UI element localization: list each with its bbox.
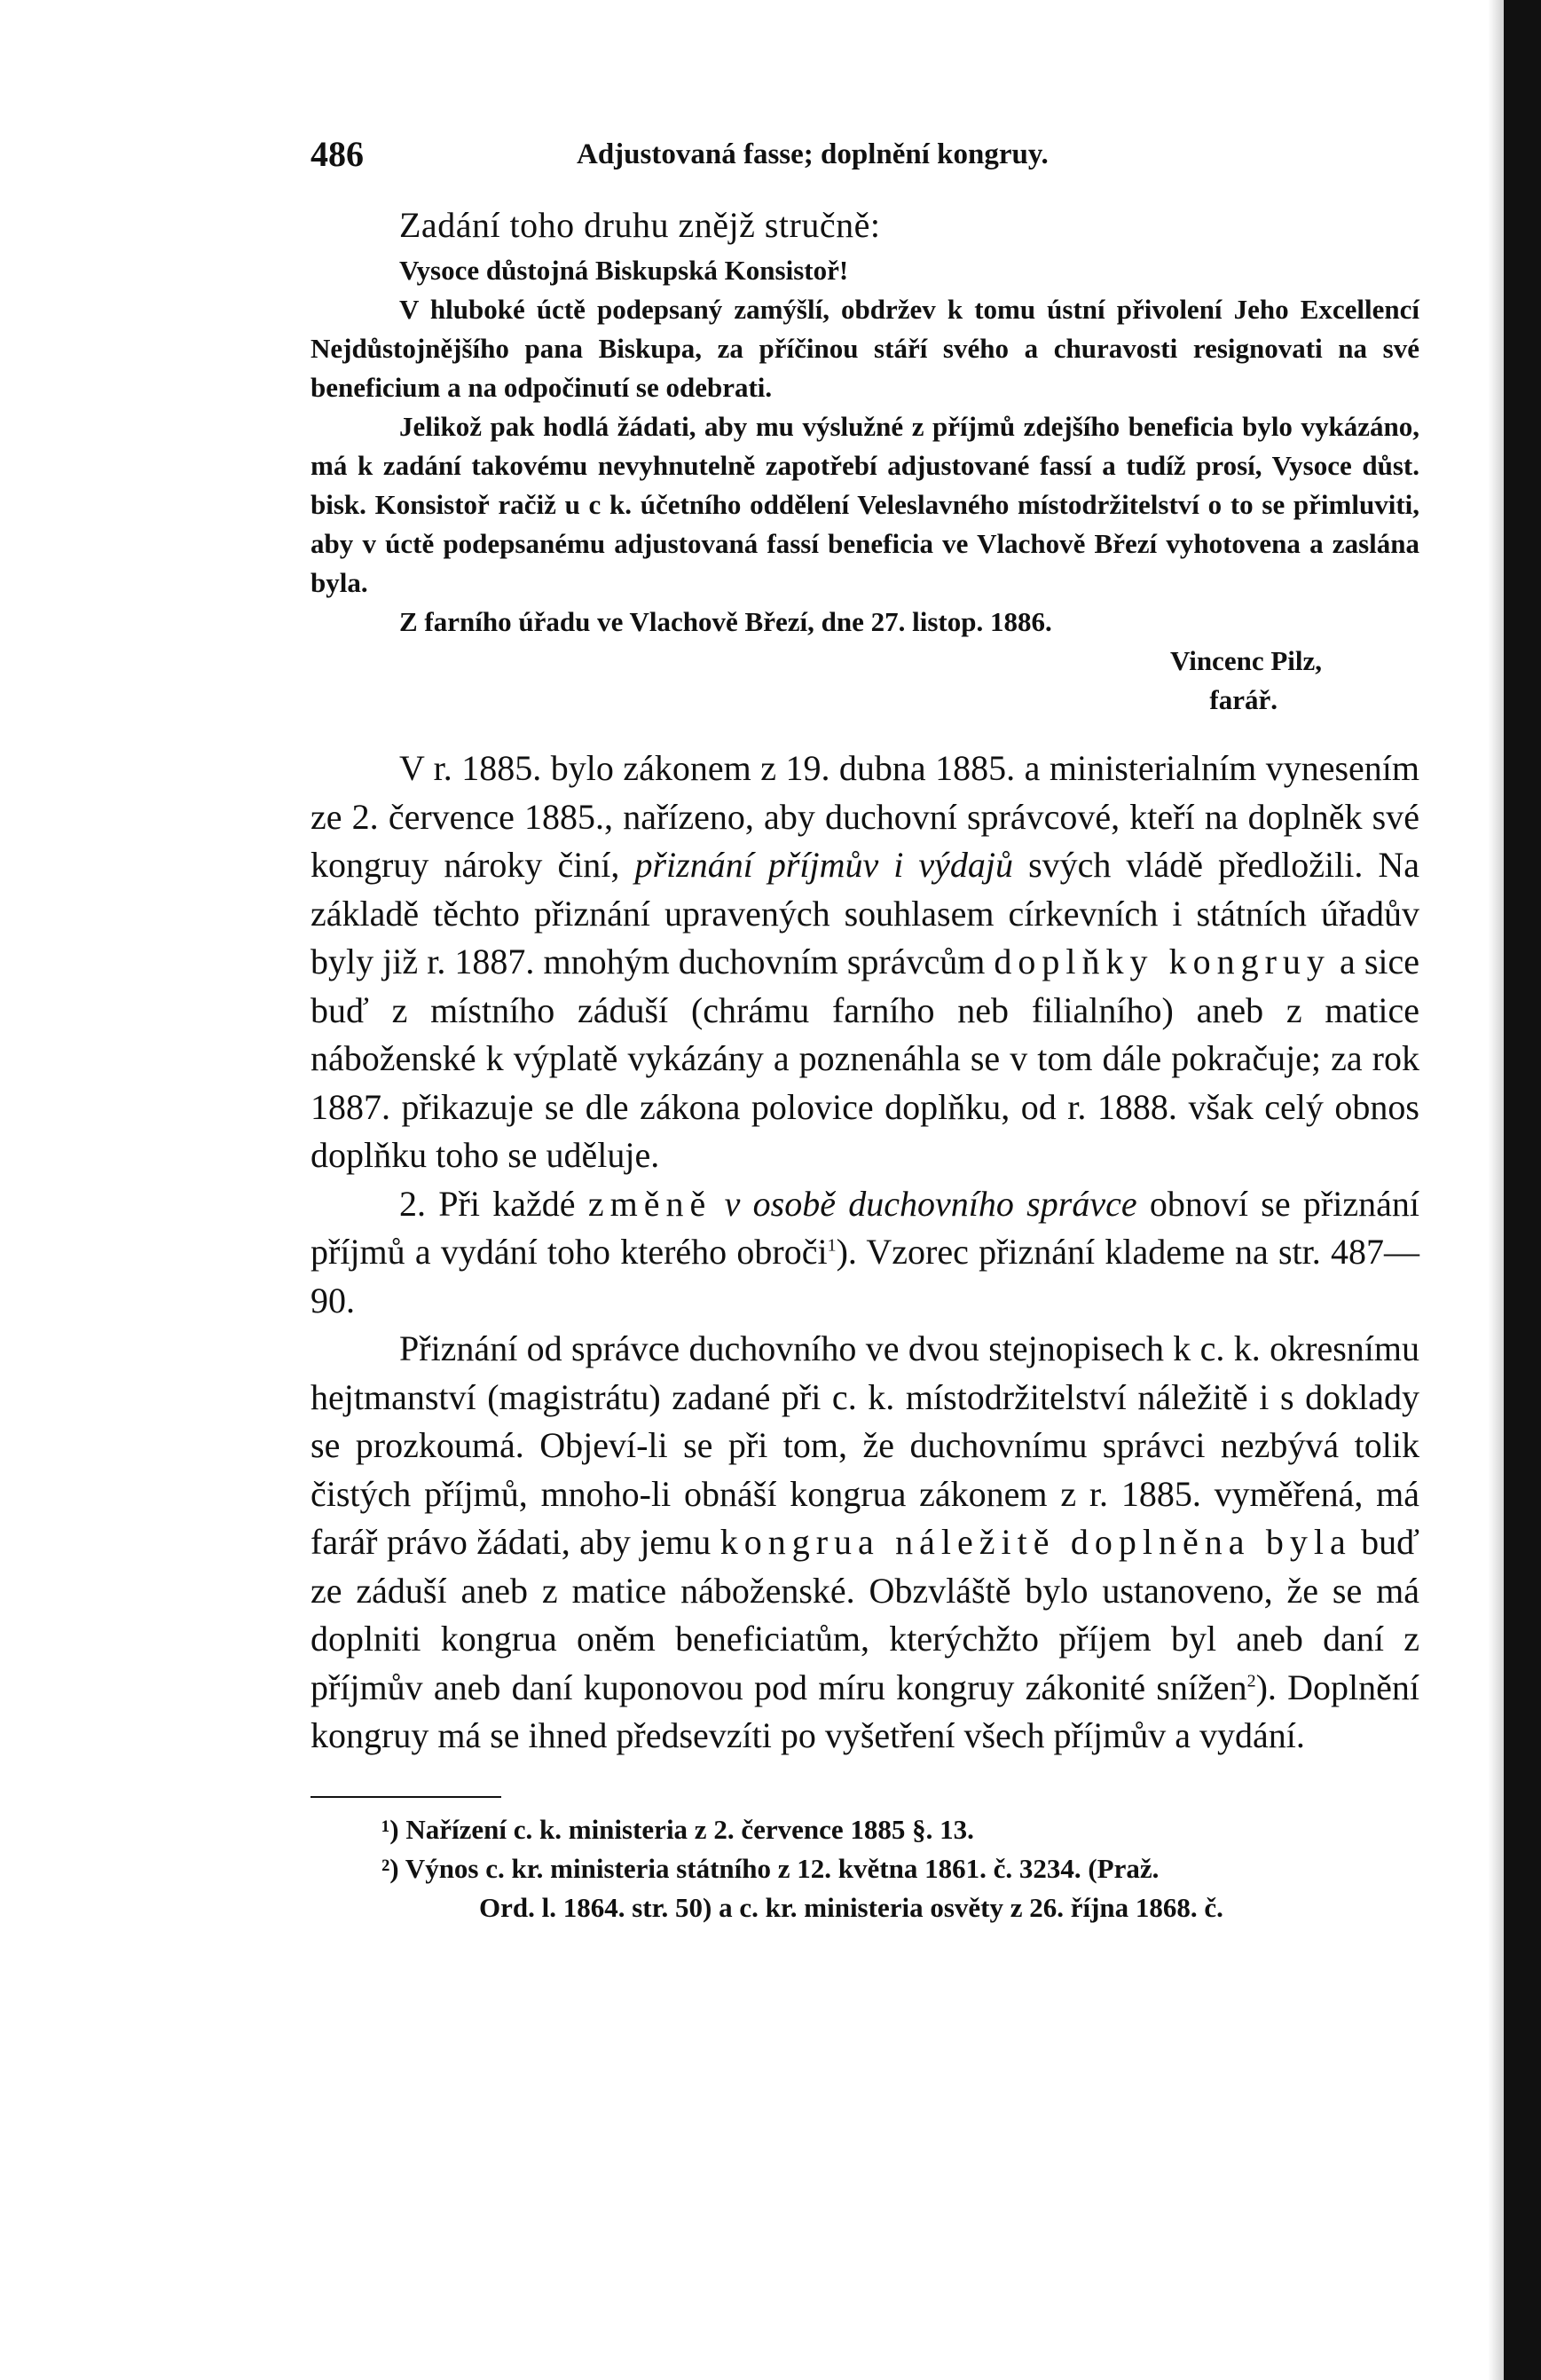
sample-letter (311, 251, 1419, 720)
footnotes (381, 1810, 1419, 1927)
text-run: ). Vzorec přiznání klademe na str. 487—90. (311, 1232, 1419, 1320)
text-run: 2. Při každé (399, 1183, 588, 1224)
text-run: Přiznání od správce duchovního ve dvou stejnopisech k c. k. okresnímu hejtmanství (magistrátu) zadané při c. k. místodržitelství náležitě i s doklady se prozkoumá. Objeví-li se při tom, že duchovnímu správci nezbývá tolik čistých příjmů, mnoho-li obnáší kongrua zákonem z r. 1885. vyměřená, má farář právo žádati, aby jemu (311, 1328, 1419, 1562)
footnote-1: ¹) Nařízení c. k. ministeria z 2. července 1885 §. 13. (381, 1813, 974, 1845)
text-run: obnoví se přiznání příjmů a vydání toho kterého obroči (311, 1183, 1419, 1272)
text-run: svých vládě předložili. Na základě těchto přiznání upravených souhlasem církevních i státních úřadův byly již r. 1887. mnohým duchovním správcům (311, 845, 1419, 981)
footnote-2-continued: Ord. l. 1864. str. 50) a c. kr. ministeria osvěty z 26. října 1868. č. (479, 1891, 1223, 1923)
signature-name: Vincenc Pilz, (1169, 645, 1322, 676)
text-run: buď ze záduší aneb z matice náboženské. Obzvláště bylo ustanoveno, že se má doplniti kongrua oněm beneficiatům, kterýchžto příjem byl aneb daní z příjmův aneb daní kuponovou pod míru kongruy zákonité snížen (311, 1522, 1420, 1707)
footnote-2: ²) Výnos c. kr. ministeria státního z 12. května 1861. č. 3234. (Praž. (381, 1852, 1160, 1884)
footnote-rule (311, 1796, 501, 1798)
running-head: Adjustovaná fasse; doplnění kongruy. (577, 138, 1049, 170)
text-run: V r. 1885. bylo zákonem z 19. dubna 1885. a ministerialním vynesením ze 2. července 1885., nařízeno, aby duchovní správcové, kteří na doplněk své kongruy nároky činí, (311, 748, 1419, 885)
text-run (712, 1184, 724, 1224)
spaced-emphasis: doplňky kongruy (994, 942, 1331, 981)
footnote-ref-2: 2 (1246, 1671, 1256, 1691)
signature-title: farář. (1209, 684, 1278, 715)
book-page (311, 133, 1419, 1927)
letter-paragraph-1: V hluboké úctě podepsaný zamýšlí, obdržev k tomu ústní přivolení Jeho Excellencí Nejdůstojnějšího pana Biskupa, za příčinou stáří svého a churavosti resignovati na své beneficium a na odpočinutí se odebrati. (311, 294, 1419, 403)
italic-text: v osobě duchovního správce (724, 1183, 1137, 1224)
letter-salutation: Vysoce důstojná Biskupská Konsistoř! (399, 255, 849, 286)
scan-edge (1504, 0, 1541, 2380)
letter-dateline: Z farního úřadu ve Vlachově Březí, dne 27. listop. 1886. (399, 606, 1052, 637)
text-run: ). Doplnění kongruy má se ihned předsevzíti po vyšetření všech příjmův a vydání. (311, 1667, 1420, 1755)
spaced-emphasis: změně (587, 1183, 712, 1224)
scan-edge-shadow (1488, 0, 1504, 2380)
footnote-ref-1: 1 (827, 1235, 837, 1256)
section-heading: Zadání toho druhu znějž stručně: (399, 205, 881, 245)
main-text (311, 745, 1419, 1761)
italic-text: přiznání příjmův i výdajů (634, 845, 1014, 885)
text-run: a sice buď z místního záduší (chrámu farního neb filialního) aneb z matice náboženské k výplatě vykázány a poznenáhla se v tom dále pokračuje; za rok 1887. přikazuje se dle zákona polovice doplňku, od r. 1888. však celý obnos doplňku toho se uděluje. (311, 942, 1420, 1175)
body-paragraph-1 (311, 745, 1419, 1180)
page-header (311, 133, 1419, 186)
body-paragraph-3 (311, 1325, 1419, 1761)
page-number: 486 (311, 134, 364, 174)
spaced-emphasis: kongrua náležitě doplněna byla (719, 1522, 1352, 1562)
letter-paragraph-2: Jelikož pak hodlá žádati, aby mu výslužné z příjmů zdejšího beneficia bylo vykázáno, má k zadání takovému nevyhnutelně zapotřebí adjustované fassí a tudíž prosí, Vysoce důst. bisk. Konsistoř račiž u c k. účetního oddělení Veleslavného místodržitelství o to se přimluviti, aby v úctě podepsanému adjustovaná fassí beneficia ve Vlachově Březí vyhotovena a zaslána byla. (311, 411, 1419, 598)
body-paragraph-2 (311, 1180, 1419, 1326)
